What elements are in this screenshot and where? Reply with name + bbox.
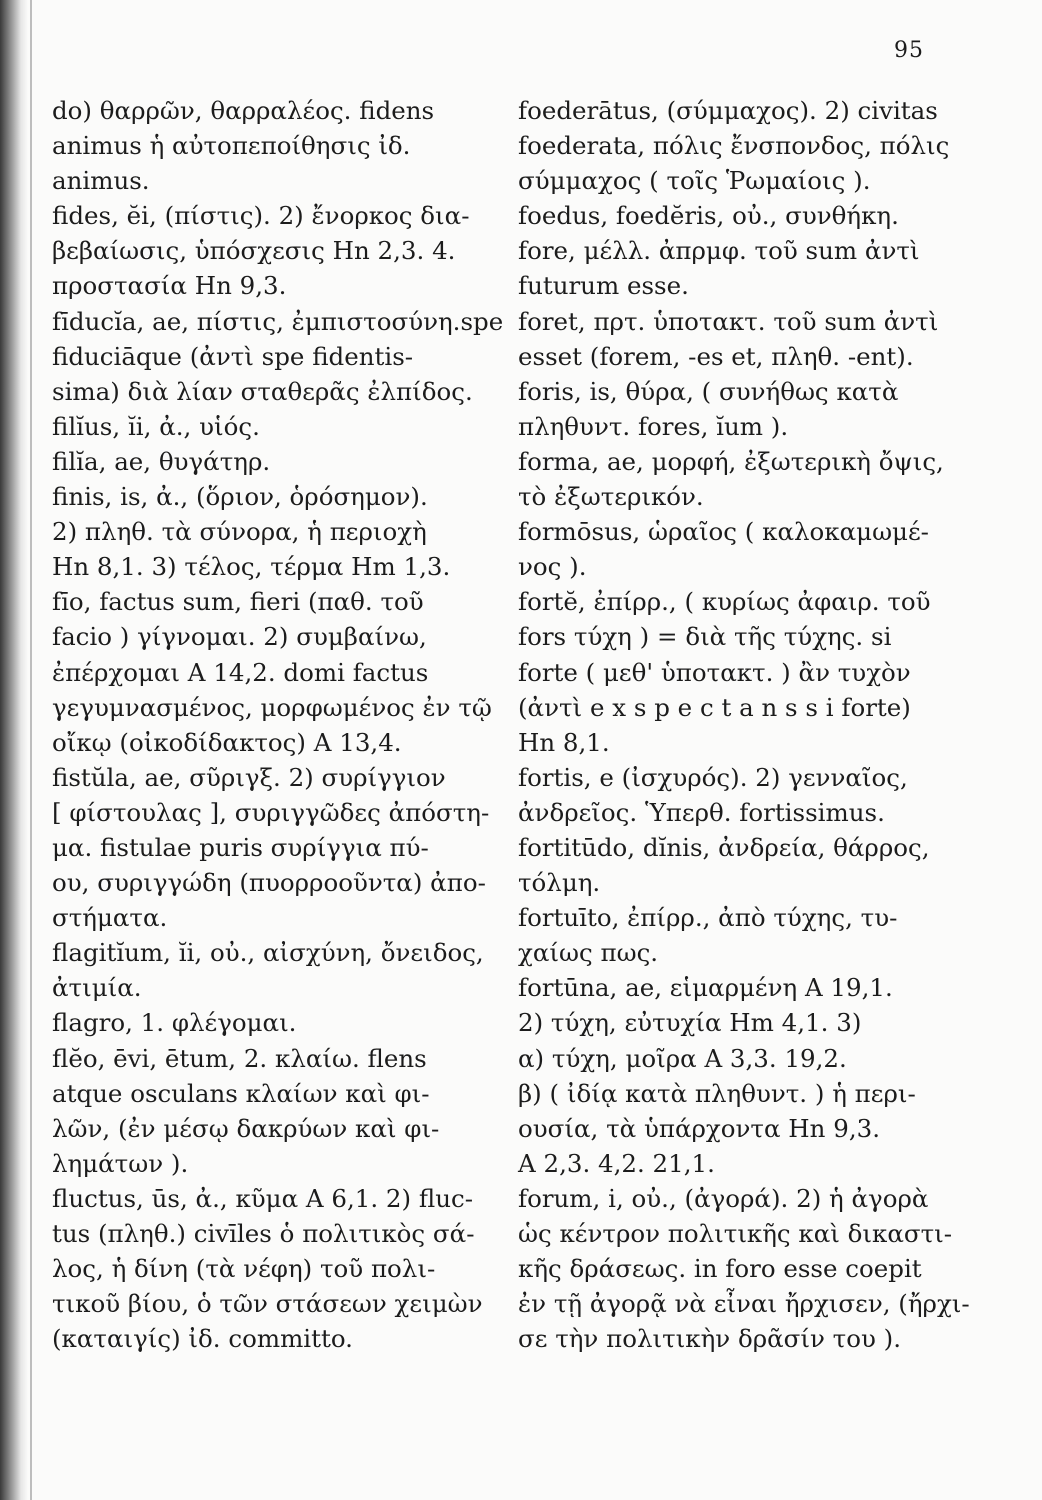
dictionary-line: τικοῦ βίου, ὁ τῶν στάσεων χειμὼν bbox=[52, 1289, 483, 1319]
dictionary-line: atque osculans κλαίων καὶ φι- bbox=[52, 1078, 430, 1108]
dictionary-line: χαίως πως. bbox=[518, 938, 659, 968]
dictionary-line: βεβαίωσις, ὑπόσχεσις Hn 2,3. 4. bbox=[52, 236, 456, 266]
page-number: 95 bbox=[894, 38, 924, 63]
dictionary-line: ουσία, τὰ ὑπάρχοντα Hn 9,3. bbox=[518, 1113, 880, 1143]
dictionary-line: formōsus, ὡραῖος ( καλοκαμωμέ- bbox=[518, 517, 929, 547]
dictionary-line: (καταιγίς) ἰδ. committo. bbox=[52, 1324, 353, 1354]
dictionary-line: λῶν, (ἐν μέσῳ δακρύων καὶ φι- bbox=[52, 1113, 440, 1143]
dictionary-line: forma, ae, μορφή, ἐξωτερικὴ ὄψις, bbox=[518, 446, 944, 476]
dictionary-line: fīo, factus sum, fieri (παθ. τοῦ bbox=[52, 587, 424, 617]
dictionary-line: fluctus, ūs, ἀ., κῦμα A 6,1. 2) fluc- bbox=[52, 1183, 473, 1213]
dictionary-line: α) τύχη, μοῖρα A 3,3. 19,2. bbox=[518, 1043, 847, 1073]
dictionary-line: ἐπέρχομαι A 14,2. domi factus bbox=[52, 657, 429, 687]
dictionary-line: foedus, foedĕris, οὐ., συνθήκη. bbox=[518, 201, 899, 231]
left-column bbox=[52, 93, 504, 1356]
dictionary-line: tus (πληθ.) civīles ὁ πολιτικὸς σά- bbox=[52, 1219, 475, 1248]
dictionary-line: λος, ἡ δίνη (τὰ νέφη) τοῦ πολι- bbox=[52, 1254, 436, 1284]
dictionary-line: fors τύχη ) = διὰ τῆς τύχης. si bbox=[518, 622, 892, 652]
dictionary-line: β) ( ἰδίᾳ κατὰ πληθυντ. ) ἡ περι- bbox=[518, 1078, 916, 1108]
dictionary-line: 2) τύχη, εὐτυχία Hm 4,1. 3) bbox=[518, 1008, 862, 1038]
dictionary-line: κῆς δράσεως. in foro esse coepit bbox=[518, 1254, 922, 1284]
dictionary-line: filĭus, ĭi, ἀ., υἱός. bbox=[52, 411, 260, 441]
dictionary-line: γεγυμνασμένος, μορφωμένος ἐν τῷ bbox=[52, 692, 492, 722]
dictionary-line: forte ( μεθ' ὑποτακτ. ) ἂν τυχὸν bbox=[518, 657, 911, 687]
dictionary-line: ἀνδρεῖος. Ὑπερθ. fortissimus. bbox=[518, 797, 885, 827]
dictionary-line: foederata, πόλις ἔνσπονδος, πόλις bbox=[518, 131, 950, 161]
dictionary-line: do) θαρρῶν, θαρραλέος. fidens bbox=[52, 96, 435, 125]
dictionary-line: flagitĭum, ĭi, οὐ., αἰσχύνη, ὄνειδος, bbox=[52, 938, 484, 968]
right-column bbox=[518, 93, 970, 1356]
dictionary-line: foret, πρτ. ὑποτακτ. τοῦ sum ἀντὶ bbox=[518, 306, 939, 336]
dictionary-line: fides, ĕi, (πίστις). 2) ἔνορκος δια- bbox=[52, 201, 470, 231]
dictionary-line: fortitūdo, dĭnis, ἀνδρεία, θάρρος, bbox=[518, 832, 930, 862]
dictionary-line: σε τὴν πολιτικὴν δρᾶσίν του ). bbox=[518, 1324, 901, 1354]
dictionary-line: Hn 8,1. bbox=[518, 727, 610, 757]
dictionary-line: fore, μέλλ. ἀπρμφ. τοῦ sum ἀντὶ bbox=[518, 236, 920, 266]
dictionary-line: ἐν τῇ ἀγορᾷ νὰ εἶναι ἤρχισεν, (ἤρχι- bbox=[518, 1289, 970, 1319]
dictionary-line: μα. fistulae puris συρίγγια πύ- bbox=[52, 832, 429, 862]
dictionary-line: esset (forem, -es et, πληθ. -ent). bbox=[518, 341, 914, 371]
dictionary-line: στήματα. bbox=[52, 903, 168, 933]
book-spine-shadow bbox=[0, 0, 28, 1500]
dictionary-line: foederātus, (σύμμαχος). 2) civitas bbox=[518, 96, 938, 125]
dictionary-line: forum, i, οὐ., (ἀγορά). 2) ἡ ἀγορὰ bbox=[518, 1183, 929, 1213]
dictionary-line: flĕo, ēvi, ētum, 2. κλαίω. flens bbox=[52, 1043, 427, 1073]
dictionary-line: foris, is, θύρα, ( συνήθως κατὰ bbox=[518, 376, 899, 406]
dictionary-line: fīducĭa, ae, πίστις, ἐμπιστοσύνη.spe bbox=[52, 306, 504, 336]
dictionary-line: ου, συριγγώδη (πυορροοῦντα) ἀπο- bbox=[52, 868, 486, 898]
dictionary-line: facio ) γίγνομαι. 2) συμβαίνω, bbox=[52, 622, 427, 652]
dictionary-line: fortūna, ae, εἱμαρμένη A 19,1. bbox=[518, 973, 893, 1003]
dictionary-line: (ἀντὶ e x s p e c t a n s s i forte) bbox=[518, 692, 911, 722]
dictionary-line: flagro, 1. φλέγομαι. bbox=[52, 1008, 297, 1038]
dictionary-line: [ φίστουλας ], συριγγῶδες ἀπόστη- bbox=[52, 797, 490, 827]
dictionary-line: σύμμαχος ( τοῖς Ῥωμαίοις ). bbox=[518, 166, 871, 196]
dictionary-line: προστασία Hn 9,3. bbox=[52, 271, 287, 301]
dictionary-line: νος ). bbox=[518, 552, 587, 582]
dictionary-line: animus ἡ αὐτοπεποίθησις ἰδ. bbox=[52, 131, 411, 161]
dictionary-line: A 2,3. 4,2. 21,1. bbox=[518, 1148, 715, 1178]
dictionary-line: ἀτιμία. bbox=[52, 973, 142, 1003]
dictionary-line: fortis, e (ἰσχυρός). 2) γενναῖος, bbox=[518, 762, 908, 792]
dictionary-line: 2) πληθ. τὰ σύνορα, ἡ περιοχὴ bbox=[52, 517, 427, 547]
dictionary-line: ὡς κέντρον πολιτικῆς καὶ δικαστι- bbox=[518, 1219, 953, 1248]
dictionary-line: fortuīto, ἐπίρρ., ἀπὸ τύχης, τυ- bbox=[518, 903, 898, 933]
dictionary-line: τὸ ἐξωτερικόν. bbox=[518, 482, 704, 512]
dictionary-line: Hn 8,1. 3) τέλος, τέρμα Hm 1,3. bbox=[52, 552, 451, 582]
dictionary-line: πληθυντ. fores, ĭum ). bbox=[518, 411, 789, 441]
dictionary-line: sima) διὰ λίαν σταθερᾶς ἐλπίδος. bbox=[52, 376, 473, 406]
dictionary-line: filĭa, ae, θυγάτηρ. bbox=[52, 446, 271, 476]
dictionary-line: λημάτων ). bbox=[52, 1148, 189, 1178]
dictionary-line: futurum esse. bbox=[518, 271, 689, 301]
dictionary-line: animus. bbox=[52, 166, 150, 196]
book-gutter-line bbox=[30, 0, 32, 1500]
dictionary-line: τόλμη. bbox=[518, 868, 601, 898]
dictionary-line: fortĕ, ἐπίρρ., ( κυρίως ἀφαιρ. τοῦ bbox=[518, 587, 931, 617]
dictionary-line: finis, is, ἀ., (ὅριον, ὁρόσημον). bbox=[52, 482, 428, 512]
dictionary-line: fiduciāque (ἀντὶ spe fidentis- bbox=[52, 341, 414, 371]
dictionary-line: οἴκῳ (οἰκοδίδακτος) A 13,4. bbox=[52, 727, 402, 757]
dictionary-line: fistŭla, ae, σῦριγξ. 2) συρίγγιον bbox=[52, 762, 446, 792]
